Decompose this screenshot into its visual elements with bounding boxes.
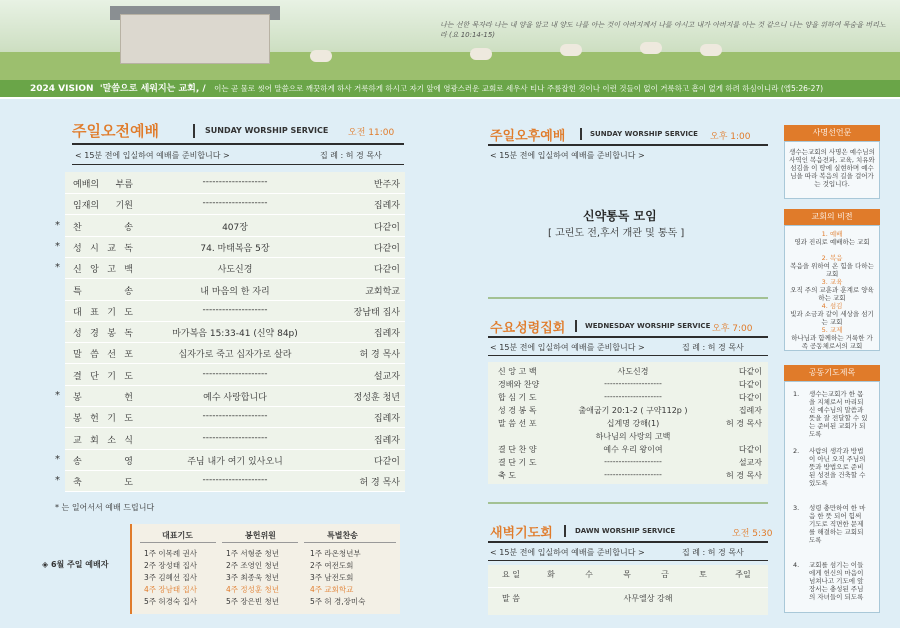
- order-name: 축 도: [73, 478, 133, 489]
- duty-entry: 3주 남전도회: [310, 573, 354, 582]
- wed-content: --------------------: [604, 457, 662, 466]
- sheep-icon: [700, 44, 722, 56]
- order-row: [65, 342, 405, 364]
- order-content: --------------------: [202, 368, 268, 379]
- duty-entry: 3주 김혜선 집사: [144, 573, 198, 582]
- dawn-note: < 15분 전에 입실하여 예배를 준비합니다 >: [490, 548, 645, 557]
- church-building: [120, 14, 270, 64]
- vision-key: 2. 복음: [821, 254, 843, 262]
- order-name: 말 씀 선 포: [73, 350, 133, 361]
- duty-label: ◈ 6월 주일 예배자: [42, 560, 109, 569]
- vision-bar: [0, 80, 900, 97]
- prayer-number: 1.: [793, 390, 800, 398]
- order-content: --------------------: [202, 432, 268, 443]
- wed-row: [488, 405, 768, 417]
- dawn-day: 주일: [735, 570, 751, 579]
- duty-table: [130, 524, 400, 614]
- standing-mark: *: [55, 453, 60, 465]
- order-person: 교회학교: [365, 286, 400, 297]
- wed-content: --------------------: [604, 392, 662, 401]
- wed-content: 출애굽기 20:1-2 ( 구약112p ): [578, 406, 688, 415]
- vision-highlight: '말씀으로 세워지는 교회, /: [99, 84, 206, 94]
- standing-note: * 는 일어서서 예배 드립니다: [55, 503, 155, 512]
- order-content: --------------------: [202, 304, 268, 315]
- order-name: 임재의 기원: [73, 201, 133, 212]
- wed-name: 성 경 봉 독: [498, 406, 537, 415]
- vision-text: 빛과 소금과 같이 세상을 섬기는 교회: [790, 310, 874, 326]
- wed-row: [488, 366, 768, 378]
- sheep-icon: [560, 44, 582, 56]
- order-name: 봉 헌: [73, 393, 133, 403]
- duty-header-music: 특별찬송: [327, 531, 358, 540]
- prayer-title: 공동기도제목: [784, 365, 880, 381]
- order-row: [65, 257, 405, 279]
- wed-content: --------------------: [604, 379, 662, 388]
- wed-person: 다같이: [738, 393, 762, 402]
- dawn-leader: 집 례 : 허 경 목사: [682, 548, 744, 557]
- duty-entry: 5주 허 경,장미숙: [310, 597, 366, 606]
- wednesday-title: 수요성령집회: [490, 321, 566, 336]
- order-name: 송 영: [73, 456, 133, 467]
- wed-name: 축 도: [498, 471, 516, 480]
- wed-person: 집례자: [738, 406, 762, 415]
- prayer-number: 3.: [793, 504, 800, 512]
- order-content: 사도신경: [217, 265, 253, 276]
- wed-person: 허 경 목사: [726, 419, 762, 428]
- vision-text: 하나님과 함께하는 거룩한 가족 공동체로서의 교회: [791, 334, 873, 350]
- dawn-title: 새벽기도회: [490, 526, 553, 541]
- order-person: 집례자: [373, 414, 400, 425]
- order-content: 십자가로 죽고 십자가로 살라: [178, 350, 292, 361]
- order-row: [65, 172, 405, 194]
- mission-text: 생수는교회의 사명은 예수님의 사역인 복음전파, 교육, 치유와 섬김을 이 땅에 실현하며 예수님을 따라 복음의 길을 걸어가는 것입니다.: [789, 148, 875, 188]
- order-row: [65, 428, 405, 450]
- dawn-day: 목: [623, 570, 631, 579]
- wed-person: 허 경 목사: [726, 471, 762, 480]
- bulletin-body: [0, 97, 900, 628]
- wed-name: 합 심 기 도: [498, 393, 537, 402]
- order-name: 특 송: [73, 286, 133, 297]
- order-content: 74. 마태복음 5장: [200, 243, 270, 254]
- duty-entry: 2주 조영인 청년: [226, 561, 280, 570]
- wednesday-eng-title: WEDNESDAY WORSHIP SERVICE: [585, 322, 711, 330]
- duty-entry: 1주 서형준 청년: [226, 549, 280, 558]
- order-person: 허 경 목사: [359, 478, 400, 489]
- wednesday-leader: 집 례 : 허 경 목사: [682, 343, 744, 352]
- order-name: 신 앙 고 백: [73, 265, 133, 276]
- wed-person: 다같이: [738, 367, 762, 376]
- vision-box: [784, 225, 880, 351]
- sunday-title: 주일오전예배: [72, 122, 159, 140]
- wed-content: 십계명 강해(1): [606, 419, 660, 428]
- sunday-eng-title: SUNDAY WORSHIP SERVICE: [205, 126, 329, 135]
- order-content: 407장: [222, 222, 248, 233]
- prayer-text: 교회를 섬기는 이들에게 헌신의 마음이 넘쳐나고 기도에 앞장서는 충성된 주님의 자녀들이 되도록: [809, 561, 864, 601]
- wed-person: 설교자: [738, 458, 762, 467]
- prayer-text: 생수는교회가 한 몸을 지체로서 마리되신 예수님의 말씀과 뜻을 잘 전달할 수 있는 준비된 교회가 되도록: [809, 390, 868, 438]
- wednesday-note: < 15분 전에 입실하여 예배를 준비합니다 >: [490, 343, 645, 352]
- prayer-text: 성령 충만하여 한 마음 한 뜻 되어 힘써 기도로 직면한 문제를 해결하는 교회되도록: [809, 504, 866, 544]
- order-person: 정성훈 청년: [353, 393, 400, 403]
- standing-mark: *: [55, 475, 60, 487]
- order-person: 집례자: [373, 201, 400, 212]
- duty-entry: 1주 라온청년부: [310, 549, 361, 558]
- order-person: 다같이: [373, 265, 400, 276]
- wed-person: 다같이: [738, 380, 762, 389]
- vision-key: 3. 교육: [821, 278, 843, 286]
- dawn-time: 오전 5:30: [732, 529, 773, 539]
- order-row: [65, 449, 405, 471]
- order-person: 집례자: [373, 435, 400, 446]
- vision-key: 1. 예배: [821, 230, 843, 238]
- order-content: 내 마음의 한 자리: [200, 286, 270, 297]
- order-content: 마가복음 15:33-41 (신약 84p): [172, 329, 298, 340]
- wed-name: 경배와 찬양: [498, 380, 540, 389]
- sheep-icon: [640, 42, 662, 54]
- duty-entry: 3주 최종욱 청년: [226, 573, 280, 582]
- dawn-days-label: 요 일: [502, 570, 520, 579]
- sunday-order-table: [65, 172, 405, 492]
- order-row: [65, 215, 405, 237]
- dawn-eng-title: DAWN WORSHIP SERVICE: [575, 527, 676, 535]
- order-person: 다같이: [373, 222, 400, 233]
- wed-row: [488, 418, 768, 430]
- duty-header-offering: 봉헌위원: [245, 531, 276, 540]
- duty-entry: 5주 장은빈 청년: [226, 597, 280, 606]
- dawn-day: 화: [547, 570, 555, 579]
- order-person: 허 경 목사: [359, 350, 400, 361]
- vision-title: 교회의 비전: [784, 209, 880, 225]
- afternoon-eng-title: SUNDAY WORSHIP SERVICE: [590, 130, 698, 138]
- order-content: 주님 내가 여기 있사오니: [187, 456, 283, 467]
- prayer-number: 2.: [793, 447, 800, 455]
- duty-entry: 4주 정성훈 청년: [226, 585, 280, 594]
- vision-text: 복음을 위하여 온 힘을 다하는 교회: [790, 262, 874, 278]
- vision-year: 2024 VISION: [30, 84, 94, 94]
- sheep-icon: [310, 50, 332, 62]
- vision-text: 오직 주의 교훈과 훈계로 양육하는 교회: [790, 286, 874, 302]
- order-name: 봉 헌 기 도: [73, 414, 133, 425]
- afternoon-time: 오후 1:00: [710, 132, 751, 142]
- order-person: 집례자: [373, 329, 400, 340]
- wed-row: [488, 379, 768, 391]
- wed-person: 다같이: [738, 445, 762, 454]
- wed-name: 결 단 기 도: [498, 458, 537, 467]
- order-person: 다같이: [373, 243, 400, 254]
- order-name: 성 시 교 독: [73, 243, 133, 254]
- standing-mark: *: [55, 262, 60, 274]
- vision-key: 5. 교제: [821, 326, 843, 334]
- sunday-time: 오전 11:00: [348, 128, 395, 138]
- wed-content: --------------------: [604, 470, 662, 479]
- duty-entry: 2주 장성태 집사: [144, 561, 198, 570]
- wed-row: [488, 444, 768, 456]
- order-content: --------------------: [202, 475, 268, 486]
- order-name: 찬 송: [73, 222, 133, 233]
- wed-content: 예수 우리 왕이여: [603, 445, 663, 454]
- duty-header-prayer: 대표기도: [162, 531, 193, 540]
- order-content: 예수 사랑합니다: [203, 393, 267, 403]
- wed-row: [488, 431, 768, 443]
- dawn-day: 금: [661, 570, 669, 579]
- order-name: 예배의 부름: [73, 180, 133, 190]
- prayer-number: 4.: [793, 561, 800, 569]
- afternoon-main: 신약통독 모임: [583, 209, 657, 223]
- afternoon-note: < 15분 전에 입실하여 예배를 준비합니다 >: [490, 151, 645, 160]
- order-row: [65, 193, 405, 215]
- duty-entry: 4주 교회학교: [310, 585, 354, 594]
- vision-text: 이는 곧 물로 씻어 말씀으로 깨끗하게 하사 거룩하게 하시고 자기 앞에 영광스러운 교회로 세우사 티나 주름잡힌 것이나 이런 것들이 없이 거룩하고 흠이 없게 하려 하심이니라 (엡5:26-27): [214, 84, 824, 93]
- wed-content: 하나님의 사랑의 고백: [595, 432, 671, 441]
- wed-name: 신 앙 고 백: [498, 367, 537, 376]
- standing-mark: *: [55, 240, 60, 252]
- dawn-word: 사무엘상 강해: [623, 594, 673, 603]
- order-row: [65, 470, 405, 492]
- wed-row: [488, 470, 768, 482]
- order-row: [65, 236, 405, 258]
- order-row: [65, 300, 405, 322]
- duty-entry: 1주 이목례 권사: [144, 549, 198, 558]
- order-name: 교 회 소 식: [73, 435, 133, 446]
- header-verse: 나는 선한 목자라 나는 내 양을 알고 내 양도 나를 아는 것이 아버지께서 나를 아시고 내가 아버지를 아는 것 같으니 나는 양을 위하여 목숨을 버리노라 (요 10:14-15): [440, 21, 886, 39]
- mission-title: 사명선언문: [784, 125, 880, 141]
- order-person: 설교자: [373, 371, 400, 382]
- order-row: [65, 364, 405, 386]
- order-content: --------------------: [202, 411, 268, 422]
- order-person: 반주자: [373, 180, 400, 190]
- sunday-note: < 15분 전에 입실하여 예배를 준비합니다 >: [75, 151, 230, 160]
- order-person: 장남태 집사: [353, 307, 400, 318]
- order-row: [65, 279, 405, 301]
- order-name: 대 표 기 도: [73, 307, 133, 318]
- wednesday-time: 오후 7:00: [712, 324, 753, 334]
- order-name: 결 단 기 도: [73, 371, 133, 382]
- prayer-box: [784, 381, 880, 613]
- wednesday-order-table: [488, 362, 768, 484]
- wed-row: [488, 392, 768, 404]
- order-name: 성 경 봉 독: [73, 329, 133, 340]
- wed-content: 사도신경: [617, 367, 649, 376]
- sheep-icon: [470, 48, 492, 60]
- prayer-text: 사람의 생각과 방법이 아닌 오직 주님의 뜻과 방법으로 준비된 성전을 건축할 수 있도록: [809, 447, 866, 487]
- dawn-word-label: 말 씀: [502, 594, 520, 603]
- vision-text: 영과 진리로 예배하는 교회: [794, 238, 870, 246]
- wed-name: 결 단 찬 양: [498, 445, 537, 454]
- order-content: --------------------: [202, 177, 268, 187]
- wed-row: [488, 457, 768, 469]
- wed-name: 말 씀 선 포: [498, 419, 537, 428]
- dawn-day: 수: [585, 570, 593, 579]
- dawn-table: [488, 565, 768, 615]
- vision-key: 4. 섬김: [821, 302, 843, 310]
- afternoon-title: 주일오후예배: [490, 129, 566, 144]
- sunday-leader: 집 례 : 허 경 목사: [320, 151, 382, 160]
- order-row: [65, 321, 405, 343]
- order-person: 다같이: [373, 456, 400, 467]
- order-row: [65, 406, 405, 428]
- duty-entry: 5주 허경숙 집사: [144, 597, 198, 606]
- duty-entry: 2주 여전도회: [310, 561, 354, 570]
- duty-entry: 4주 장남태 집사: [144, 585, 198, 594]
- dawn-day: 토: [699, 570, 707, 579]
- standing-mark: *: [55, 219, 60, 231]
- standing-mark: *: [55, 390, 60, 401]
- afternoon-sub: [ 고린도 전,후서 개관 및 통독 ]: [548, 228, 685, 239]
- order-row: [65, 385, 405, 407]
- order-content: --------------------: [202, 198, 268, 209]
- mission-box: [784, 141, 880, 199]
- header-banner: [0, 0, 900, 80]
